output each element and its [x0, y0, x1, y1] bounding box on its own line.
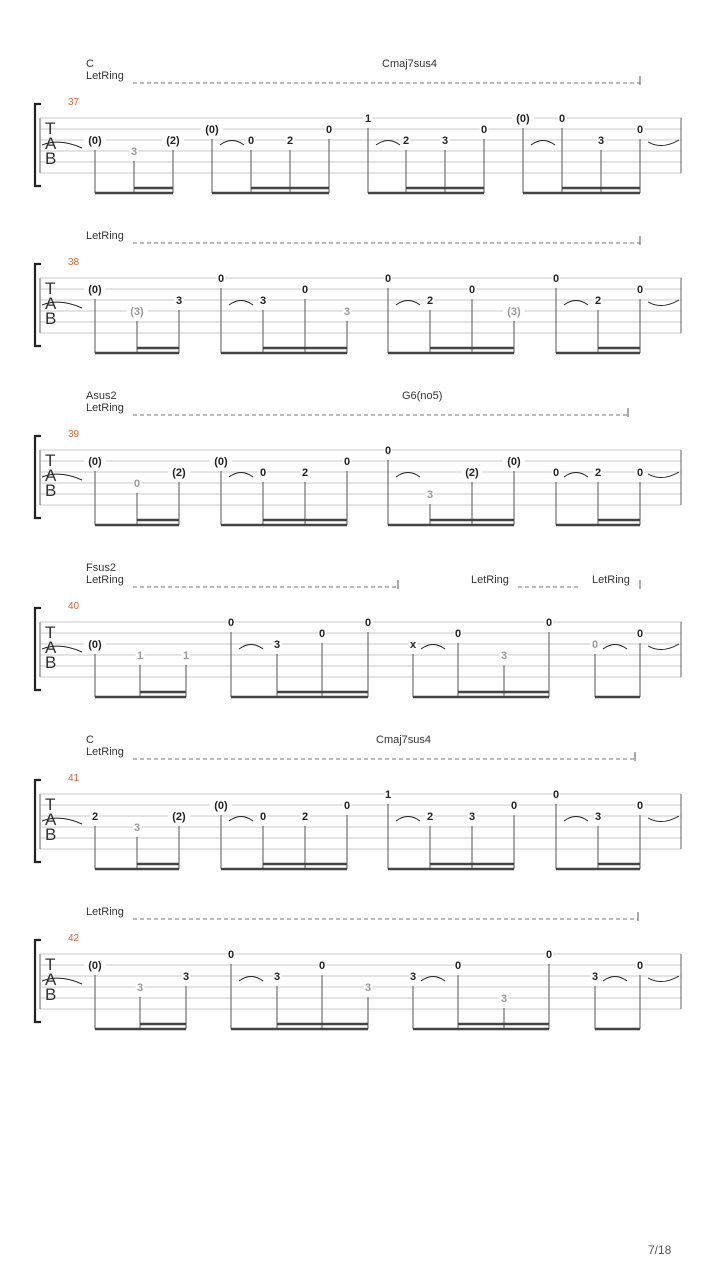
tab-letter: A — [45, 810, 57, 829]
fret-number: 0 — [510, 800, 518, 812]
ghost-note: 1 — [136, 650, 144, 662]
let-ring-label: LetRing — [86, 402, 124, 414]
chord-name: Asus2 — [86, 390, 117, 402]
fret-number: (2) — [172, 467, 186, 479]
tie-arc — [239, 977, 263, 982]
tie-arc — [531, 141, 555, 146]
fret-number: 0 — [259, 467, 267, 479]
tie-arc — [648, 140, 679, 146]
fret-number: 0 — [227, 949, 235, 961]
fret-number: 0 — [343, 800, 351, 812]
fret-number: 3 — [594, 811, 602, 823]
ghost-note: (3) — [507, 306, 521, 318]
tab-letter: A — [45, 294, 57, 313]
tie-arc — [396, 301, 420, 306]
ghost-note: 3 — [130, 146, 138, 158]
fret-number: (0) — [214, 800, 228, 812]
fret-number: 3 — [273, 971, 281, 983]
fret-number: 0 — [636, 628, 644, 640]
fret-number: 2 — [402, 135, 410, 147]
ghost-note: 3 — [500, 650, 508, 662]
tab-letter: B — [45, 653, 57, 672]
fret-number: 1 — [364, 113, 372, 125]
fret-number: 0 — [384, 445, 392, 457]
fret-number: 0 — [343, 456, 351, 468]
let-ring-label: LetRing — [471, 574, 509, 586]
tie-arc — [396, 473, 420, 478]
fret-number: 0 — [247, 135, 255, 147]
fret-number: (0) — [88, 456, 102, 468]
fret-number: 3 — [259, 295, 267, 307]
chord-name: C — [86, 58, 94, 70]
measure-number: 37 — [68, 97, 80, 108]
fret-number: 2 — [426, 811, 434, 823]
fret-number: 0 — [558, 113, 566, 125]
tie-arc — [648, 300, 679, 306]
fret-number: 0 — [454, 628, 462, 640]
fret-number: (0) — [205, 124, 219, 136]
fret-number: 2 — [426, 295, 434, 307]
fret-number: 0 — [318, 628, 326, 640]
fret-number: (2) — [166, 135, 180, 147]
tab-letter: B — [45, 985, 57, 1004]
fret-number: 0 — [318, 960, 326, 972]
tab-letter: T — [45, 623, 56, 642]
tab-letter: T — [45, 279, 56, 298]
fret-number: 0 — [552, 273, 560, 285]
fret-number: (0) — [88, 284, 102, 296]
fret-number: x — [409, 639, 417, 651]
tie-arc — [229, 301, 253, 306]
tie-arc — [396, 817, 420, 822]
fret-number: 3 — [597, 135, 605, 147]
let-ring-label: LetRing — [86, 70, 124, 82]
fret-number: 0 — [636, 800, 644, 812]
tab-letter: T — [45, 795, 56, 814]
tie-arc — [648, 976, 679, 982]
tie-arc — [229, 473, 253, 478]
tab-letter: A — [45, 466, 57, 485]
tab-letter: B — [45, 481, 57, 500]
tab-letter: A — [45, 134, 57, 153]
tab-letter: B — [45, 825, 57, 844]
fret-number: (2) — [465, 467, 479, 479]
fret-number: 3 — [273, 639, 281, 651]
tab-letter: T — [45, 955, 56, 974]
fret-number: 0 — [480, 124, 488, 136]
tie-arc — [376, 141, 400, 146]
fret-number: 0 — [636, 124, 644, 136]
fret-number: (0) — [88, 639, 102, 651]
let-ring-label: LetRing — [592, 574, 630, 586]
tie-arc — [603, 977, 627, 982]
fret-number: 0 — [636, 960, 644, 972]
fret-number: 3 — [409, 971, 417, 983]
fret-number: (2) — [172, 811, 186, 823]
tie-arc — [564, 473, 588, 478]
let-ring-label: LetRing — [86, 230, 124, 242]
fret-number: 2 — [286, 135, 294, 147]
fret-number: (0) — [507, 456, 521, 468]
fret-number: 3 — [175, 295, 183, 307]
measure-number: 42 — [68, 933, 80, 944]
chord-name: G6(no5) — [402, 390, 443, 402]
fret-number: 0 — [325, 124, 333, 136]
fret-number: (0) — [516, 113, 530, 125]
tab-letter: B — [45, 149, 57, 168]
fret-number: 0 — [217, 273, 225, 285]
let-ring-label: LetRing — [86, 906, 124, 918]
ghost-note: 3 — [343, 306, 351, 318]
fret-number: 2 — [594, 467, 602, 479]
fret-number: 0 — [259, 811, 267, 823]
fret-number: 0 — [227, 617, 235, 629]
fret-number: (0) — [88, 960, 102, 972]
fret-number: 0 — [636, 284, 644, 296]
ghost-note: 3 — [133, 822, 141, 834]
fret-number: 0 — [364, 617, 372, 629]
fret-number: 2 — [301, 811, 309, 823]
tie-arc — [421, 977, 445, 982]
fret-number: 0 — [468, 284, 476, 296]
ghost-note: 3 — [136, 982, 144, 994]
let-ring-label: LetRing — [86, 746, 124, 758]
ghost-note: 0 — [133, 478, 141, 490]
tie-arc — [603, 645, 627, 650]
tie-arc — [229, 817, 253, 822]
tie-arc — [648, 816, 679, 822]
tie-arc — [648, 472, 679, 478]
tie-arc — [220, 141, 244, 146]
fret-number: 1 — [384, 789, 392, 801]
fret-number: 0 — [545, 617, 553, 629]
fret-number: 0 — [301, 284, 309, 296]
ghost-note: (3) — [130, 306, 144, 318]
measure-number: 38 — [68, 257, 80, 268]
fret-number: 3 — [591, 971, 599, 983]
fret-number: 0 — [636, 467, 644, 479]
page-number: 7/18 — [648, 1243, 672, 1257]
fret-number: (0) — [88, 135, 102, 147]
fret-number: 2 — [301, 467, 309, 479]
ghost-note: 3 — [500, 993, 508, 1005]
tie-arc — [648, 644, 679, 650]
fret-number: 3 — [441, 135, 449, 147]
measure-number: 39 — [68, 429, 80, 440]
tab-letter: A — [45, 638, 57, 657]
fret-number: 0 — [454, 960, 462, 972]
ghost-note: 1 — [182, 650, 190, 662]
tie-arc — [564, 817, 588, 822]
fret-number: 0 — [384, 273, 392, 285]
fret-number: 0 — [552, 789, 560, 801]
tie-arc — [239, 645, 263, 650]
tab-letter: A — [45, 970, 57, 989]
fret-number: (0) — [214, 456, 228, 468]
chord-name: Cmaj7sus4 — [376, 734, 432, 746]
tab-letter: T — [45, 119, 56, 138]
fret-number: 2 — [594, 295, 602, 307]
let-ring-label: LetRing — [86, 574, 124, 586]
measure-number: 41 — [68, 773, 80, 784]
ghost-note: 3 — [426, 489, 434, 501]
tie-arc — [564, 301, 588, 306]
ghost-note: 3 — [364, 982, 372, 994]
tie-arc — [421, 645, 445, 650]
ghost-note: 0 — [591, 639, 599, 651]
measure-number: 40 — [68, 601, 80, 612]
chord-name: Cmaj7sus4 — [382, 58, 438, 70]
fret-number: 0 — [552, 467, 560, 479]
fret-number: 3 — [468, 811, 476, 823]
tab-letter: B — [45, 309, 57, 328]
fret-number: 0 — [545, 949, 553, 961]
chord-name: Fsus2 — [86, 562, 116, 574]
tab-letter: T — [45, 451, 56, 470]
fret-number: 2 — [91, 811, 99, 823]
fret-number: 3 — [182, 971, 190, 983]
chord-name: C — [86, 734, 94, 746]
